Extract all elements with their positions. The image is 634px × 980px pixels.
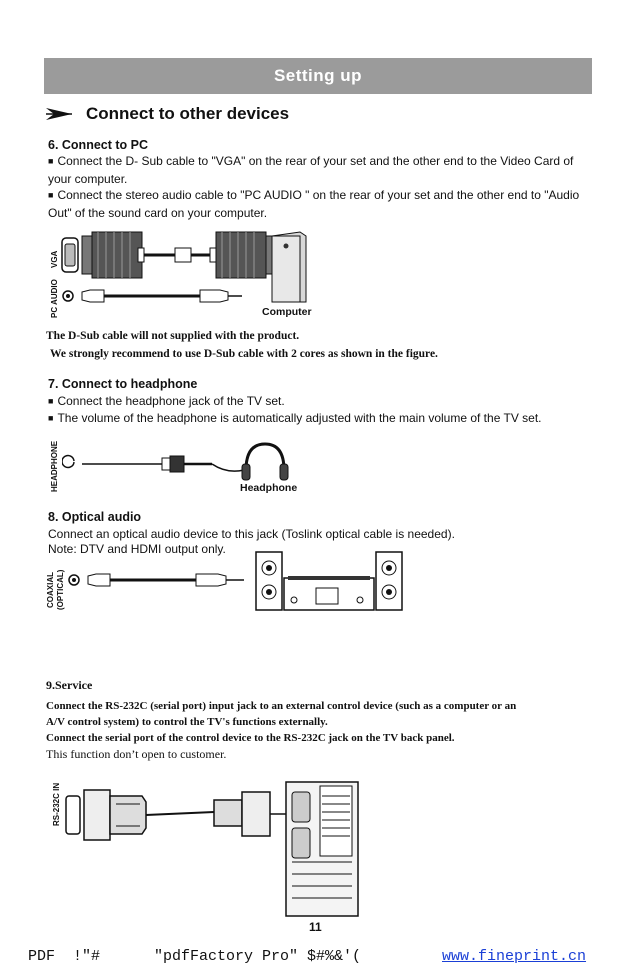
headphone-bullet-2 (48, 410, 608, 428)
arrow-icon (44, 106, 74, 122)
pc-bullet-2-text: Connect the stereo audio cable to "PC AUDIO " on the rear of your set and the other end to "Audio Out" of the sound card on your computer. (48, 188, 580, 220)
pc-note-2: We strongly recommend to use D-Sub cable with 2 cores as shown in the figure. (50, 348, 438, 360)
headphone-bullet-1-text: Connect the headphone jack of the TV set. (57, 394, 285, 408)
service-line-1: Connect the RS-232C (serial port) input jack to an external control device (such as a computer or an (46, 700, 517, 712)
footer-middle: "pdfFactory Pro" $#%&'( (154, 948, 362, 965)
page-header-bar (44, 58, 592, 94)
audio-system-icon (254, 550, 404, 612)
service-heading: 9.Service (46, 678, 93, 692)
section-heading (44, 104, 289, 124)
page-number: 11 (309, 920, 322, 934)
coaxial-optical-label: (OPTICAL) (56, 569, 65, 610)
service-line-3: Connect the serial port of the control device to the RS-232C jack on the TV back panel. (46, 732, 455, 744)
headphone-bullet-1 (48, 393, 608, 411)
pc-bullet-1-text: Connect the D- Sub cable to "VGA" on the rear of your set and the other end to the Video Card of your computer. (48, 154, 574, 186)
headphone-heading: 7. Connect to headphone (48, 377, 198, 391)
pc-bullet-2 (48, 187, 588, 222)
optical-line-2: Note: DTV and HDMI output only. (48, 542, 226, 556)
service-line-2: A/V control system) to control the TV's functions externally. (46, 716, 328, 728)
headphone-cable-diagram (62, 440, 292, 484)
coaxial-label: COAXIAL (46, 572, 55, 608)
computer-icon (268, 230, 308, 304)
headphone-jack-label: HEADPHONE (50, 440, 59, 492)
headphone-device-label: Headphone (240, 482, 298, 494)
pc-heading: 6. Connect to PC (48, 138, 149, 152)
pc-note-1: The D-Sub cable will not supplied with the product. (46, 330, 300, 342)
page-header-title: Setting up (273, 66, 363, 85)
footer-left: PDF !"# (28, 948, 101, 965)
footer-link[interactable]: www.fineprint.cn (442, 948, 587, 965)
section-title: Connect to other devices (86, 104, 290, 123)
pc-audio-label: PC AUDIO (50, 279, 59, 318)
service-line-4: This function don’t open to customer. (46, 747, 227, 761)
optical-heading: 8. Optical audio (48, 510, 142, 524)
vga-label: VGA (50, 250, 59, 268)
optical-cable-diagram (68, 566, 250, 596)
service-cable-diagram (64, 778, 364, 918)
optical-line-1: Connect an optical audio device to this jack (Toslink optical cable is needed). (48, 527, 455, 541)
pc-bullet-1 (48, 153, 588, 188)
headphone-bullet-2-text: The volume of the headphone is automatically adjusted with the main volume of the TV set. (57, 411, 542, 425)
computer-label: Computer (262, 306, 312, 318)
rs232-label: RS-232C IN (52, 782, 61, 826)
